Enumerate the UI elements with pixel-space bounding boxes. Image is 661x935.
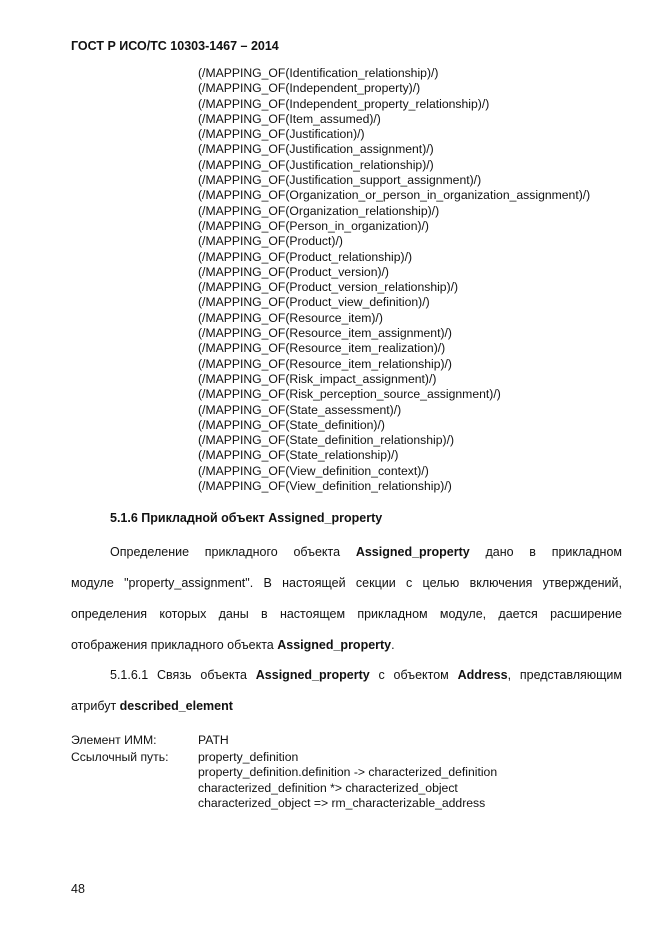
section-title: 5.1.6 Прикладной объект Assigned_property [110,511,383,525]
element-value: PATH [198,733,229,747]
text-run: отображения прикладного объекта [71,638,278,652]
mapping-line: (/MAPPING_OF(Product_version)/) [198,264,389,279]
mapping-line: (/MAPPING_OF(Resource_item_assignment)/) [198,326,452,341]
mapping-line: (/MAPPING_OF(Product_version_relationship)/) [198,280,459,295]
reference-path-line: characterized_definition *> characterized_object [198,780,458,795]
paragraph-line: определения которых даны в настоящем прикладном модуле, дается расширение [71,607,622,621]
mapping-line: (/MAPPING_OF(Product)/) [198,234,343,249]
paragraph-line [71,537,622,568]
paragraph-subsection [71,660,622,722]
mapping-list [198,66,590,494]
entity-name: Address [457,668,508,682]
text-run: с объектом [369,668,458,682]
text-run: Определение прикладного объекта [110,545,356,559]
mapping-line: (/MAPPING_OF(Independent_property_relationship)/) [198,96,490,111]
mapping-line: (/MAPPING_OF(View_definition_context)/) [198,463,429,478]
mapping-line: (/MAPPING_OF(Risk_perception_source_assignment)/) [198,387,501,402]
mapping-line: (/MAPPING_OF(View_definition_relationship)/) [198,479,452,494]
entity-name: Assigned_property [277,638,392,652]
text-run: атрибут [71,699,120,713]
paragraph-line [71,691,622,722]
mapping-line: (/MAPPING_OF(Risk_impact_assignment)/) [198,371,437,386]
mapping-line: (/MAPPING_OF(State_relationship)/) [198,448,399,463]
mapping-line: (/MAPPING_OF(Resource_item_relationship)/) [198,356,452,371]
text-run: 5.1.6.1 Связь объекта [110,668,256,682]
reference-path-lines [198,750,497,811]
mapping-line: (/MAPPING_OF(Justification_relationship)/) [198,157,434,172]
attribute-name: described_element [119,699,233,713]
text-run: дано в прикладном [469,545,622,559]
mapping-line: (/MAPPING_OF(State_assessment)/) [198,402,402,417]
page-number: 48 [71,882,85,896]
reference-path-line: property_definition [198,750,299,764]
mapping-line: (/MAPPING_OF(Justification)/) [198,127,365,142]
reference-path-line: property_definition.definition -> characterized_definition [198,765,498,780]
reference-path-line: characterized_object => rm_characterizable_address [198,795,486,810]
mapping-line: (/MAPPING_OF(Identification_relationship)/) [198,66,439,80]
mapping-line: (/MAPPING_OF(State_definition_relationship)/) [198,433,455,448]
paragraph-line: модуле "property_assignment". В настоящей секции с целью включения утверждений, [71,576,622,590]
mapping-line: (/MAPPING_OF(State_definition)/) [198,417,385,432]
mapping-line: (/MAPPING_OF(Justification_assignment)/) [198,142,434,157]
paragraph-line [71,660,622,691]
document-header: ГОСТ Р ИСО/ТС 10303-1467 – 2014 [71,39,279,53]
paragraph-definition [71,537,622,661]
text-run: , представляющим [507,668,622,682]
reference-path-label: Ссылочный путь: [71,750,169,764]
text-run: . [391,638,395,652]
mapping-line: (/MAPPING_OF(Product_relationship)/) [198,249,413,264]
mapping-line: (/MAPPING_OF(Product_view_definition)/) [198,295,430,310]
element-label: Элемент ИММ: [71,733,157,747]
mapping-line: (/MAPPING_OF(Person_in_organization)/) [198,218,429,233]
entity-name: Assigned_property [255,668,370,682]
mapping-line: (/MAPPING_OF(Independent_property)/) [198,81,421,96]
mapping-line: (/MAPPING_OF(Resource_item)/) [198,310,383,325]
paragraph-line [71,630,622,661]
entity-name: Assigned_property [355,545,470,559]
mapping-line: (/MAPPING_OF(Resource_item_realization)/) [198,341,446,356]
mapping-line: (/MAPPING_OF(Organization_or_person_in_organization_assignment)/) [198,188,591,203]
mapping-line: (/MAPPING_OF(Item_assumed)/) [198,111,381,126]
mapping-line: (/MAPPING_OF(Justification_support_assignment)/) [198,173,482,188]
mapping-line: (/MAPPING_OF(Organization_relationship)/) [198,203,440,218]
